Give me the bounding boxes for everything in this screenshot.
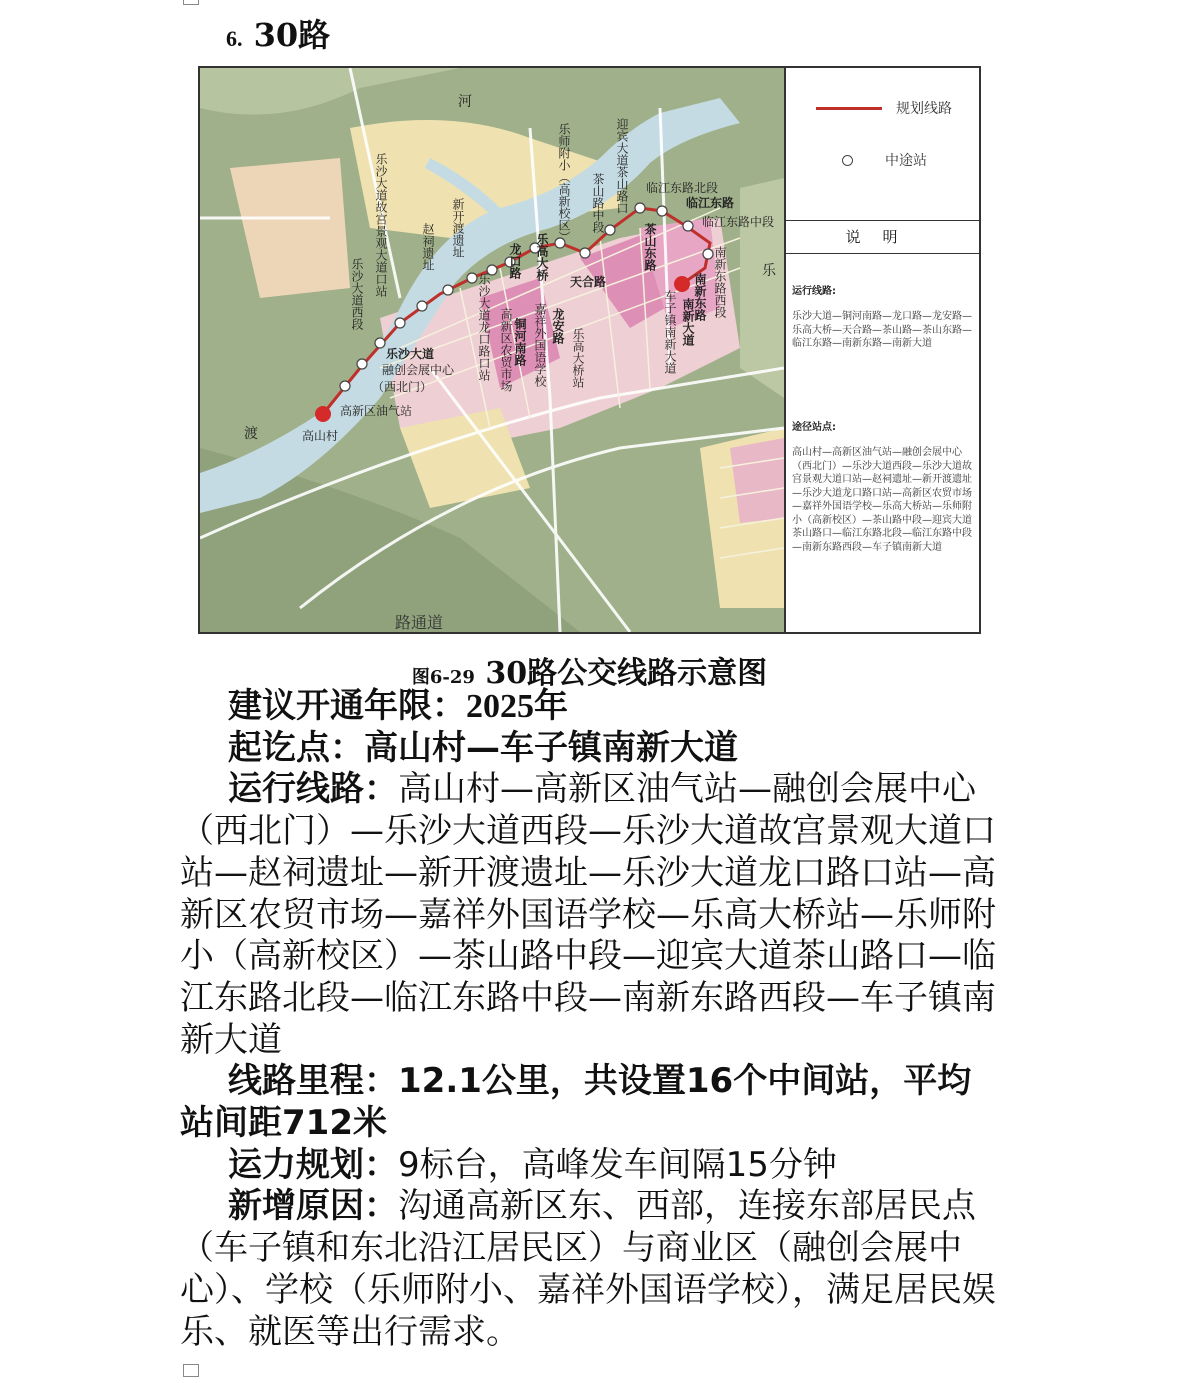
route-map <box>200 68 784 632</box>
label-linjiang-north: 临江东路北段 <box>646 181 719 195</box>
label-lesha: 乐沙大道 <box>386 347 435 361</box>
label-nanxin-east: 南新东路 <box>693 273 707 321</box>
label-chezizhen: 车子镇南新大道 <box>663 290 677 374</box>
reason-value: 沟通高新区东、西部，连接东部居民点（车子镇和东北沿江居民区）与商业区（融创会展中心）、学校（乐师附小、嘉祥外国语学校），满足居民娱乐、就医等出行需求。 <box>180 1186 996 1352</box>
endpoints-label: 起讫点： <box>228 727 364 768</box>
legend-stops-text: 高山村—高新区油气站—融创会展中心（西北门）—乐沙大道西段—乐沙大道故宫景观大道口站—赵祠遗址—新开渡遗址—乐沙大道龙口路口站—高新区农贸市场—嘉祥外国语学校—乐高大桥站—乐师附小（高新校区）—茶山路中段—迎宾大道茶山路口—临江东路北段—临江东路中段—南新东路西段—车子镇南新大道 <box>792 447 972 553</box>
open-year-label: 建议开通年限： <box>228 686 466 726</box>
legend-route-heading: 运行线路: <box>792 286 836 297</box>
label-longkou-stop: 乐沙大道龙口路口站 <box>477 273 491 381</box>
capacity-value: 9标台，高峰发车间隔15分钟 <box>398 1144 837 1185</box>
para-length <box>180 1061 1002 1144</box>
legend-station-row <box>816 150 927 170</box>
para-endpoints <box>180 728 1002 770</box>
label-linjiang: 临江东路 <box>686 196 735 210</box>
river-label-he: 河 <box>458 94 472 110</box>
reason-label: 新增原因： <box>228 1186 398 1227</box>
map-legend <box>784 68 979 632</box>
river-label-du: 渡 <box>244 426 258 442</box>
capacity-label: 运力规划： <box>228 1144 398 1185</box>
route-map-figure <box>198 66 981 634</box>
legend-route-text: 乐沙大道—铜河南路—龙口路—龙安路—乐高大桥—天合路—茶山路—茶山东路—临江东路—南新东路—南新大道 <box>792 311 972 349</box>
route-line-icon <box>816 107 882 110</box>
para-open-year <box>180 686 1002 728</box>
label-youqizhan: 高新区油气站 <box>340 404 413 418</box>
legend-route-row <box>816 98 952 118</box>
label-lesha-west: 乐沙大道西段 <box>350 258 364 330</box>
label-chashan-east: 茶山东路 <box>643 223 657 271</box>
label-yingbin: 迎宾大道茶山路口 <box>615 118 629 214</box>
label-jiaxiang: 嘉祥外国语学校 <box>533 303 547 387</box>
label-longkou: 龙口路 <box>508 243 522 279</box>
map-canvas <box>200 68 784 632</box>
label-tianhe: 天合路 <box>570 275 607 289</box>
label-tonghe: 铜河南路 <box>513 318 527 366</box>
label-legao: 乐高大桥 <box>535 233 549 281</box>
legend-station-label: 中途站 <box>885 153 927 169</box>
route-description <box>180 686 1002 1353</box>
endpoints-value: 高山村—车子镇南新大道 <box>364 727 738 768</box>
label-legao-stop: 乐高大桥站 <box>571 328 585 388</box>
figure-title: 30路公交线路示意图 <box>485 656 768 691</box>
section-heading <box>226 10 330 56</box>
label-nanxin-west: 南新东路西段 <box>713 246 727 318</box>
label-gugong: 乐沙大道故宫景观大道口站 <box>374 153 388 297</box>
route-value: 高山村—高新区油气站—融创会展中心（西北门）—乐沙大道西段—乐沙大道故宫景观大道口站—赵祠遗址—新开渡遗址—乐沙大道龙口路口站—高新区农贸市场—嘉祥外国语学校—乐高大桥站—乐师附小（高新校区）—茶山路中段—迎宾大道茶山路口—临江东路北段—临江东路中段—南新东路西段—车子镇南新大道 <box>180 769 996 1060</box>
route-label: 运行线路： <box>228 769 398 810</box>
legend-note-title: 说明 <box>786 220 979 254</box>
top-paragraph-marker <box>183 0 199 5</box>
river-label-le: 乐 <box>762 263 776 279</box>
open-year-value: 2025年 <box>466 688 568 725</box>
label-zhaoci: 赵祠遗址 <box>421 223 435 271</box>
label-longan: 龙安路 <box>551 308 565 344</box>
length-value: 12.1公里，共设置16个中间站，平均站间距712米 <box>180 1061 972 1144</box>
legend-stops-heading: 途径站点: <box>792 422 836 433</box>
station-circle-icon <box>842 155 853 166</box>
para-route <box>180 769 1002 1061</box>
legend-route-label: 规划线路 <box>896 101 952 117</box>
para-reason <box>180 1186 1002 1353</box>
label-xibeimen: （西北门） <box>372 380 433 394</box>
terminal-gaoshancun <box>315 406 331 422</box>
label-rongchuang: 融创会展中心 <box>382 363 455 377</box>
label-linjiang-mid: 临江东路中段 <box>702 215 775 229</box>
label-market: 高新区农贸市场 <box>499 308 513 392</box>
length-label: 线路里程： <box>228 1061 398 1102</box>
section-number: 6. <box>226 26 243 51</box>
label-chashan-mid: 茶山路中段 <box>591 173 605 233</box>
label-tongdao: 路通道 <box>395 613 444 632</box>
label-nanxin-avenue: 南新大道 <box>681 298 695 346</box>
figure-number: 图6-29 <box>411 667 475 688</box>
bottom-paragraph-marker <box>183 1364 199 1377</box>
section-title: 30路 <box>253 16 331 54</box>
para-capacity <box>180 1145 1002 1187</box>
label-xinkaidu: 新开渡遗址 <box>451 198 465 258</box>
label-gaoshancun: 高山村 <box>302 429 339 443</box>
label-leshifuxiao: 乐师附小（高新校区） <box>557 123 571 243</box>
